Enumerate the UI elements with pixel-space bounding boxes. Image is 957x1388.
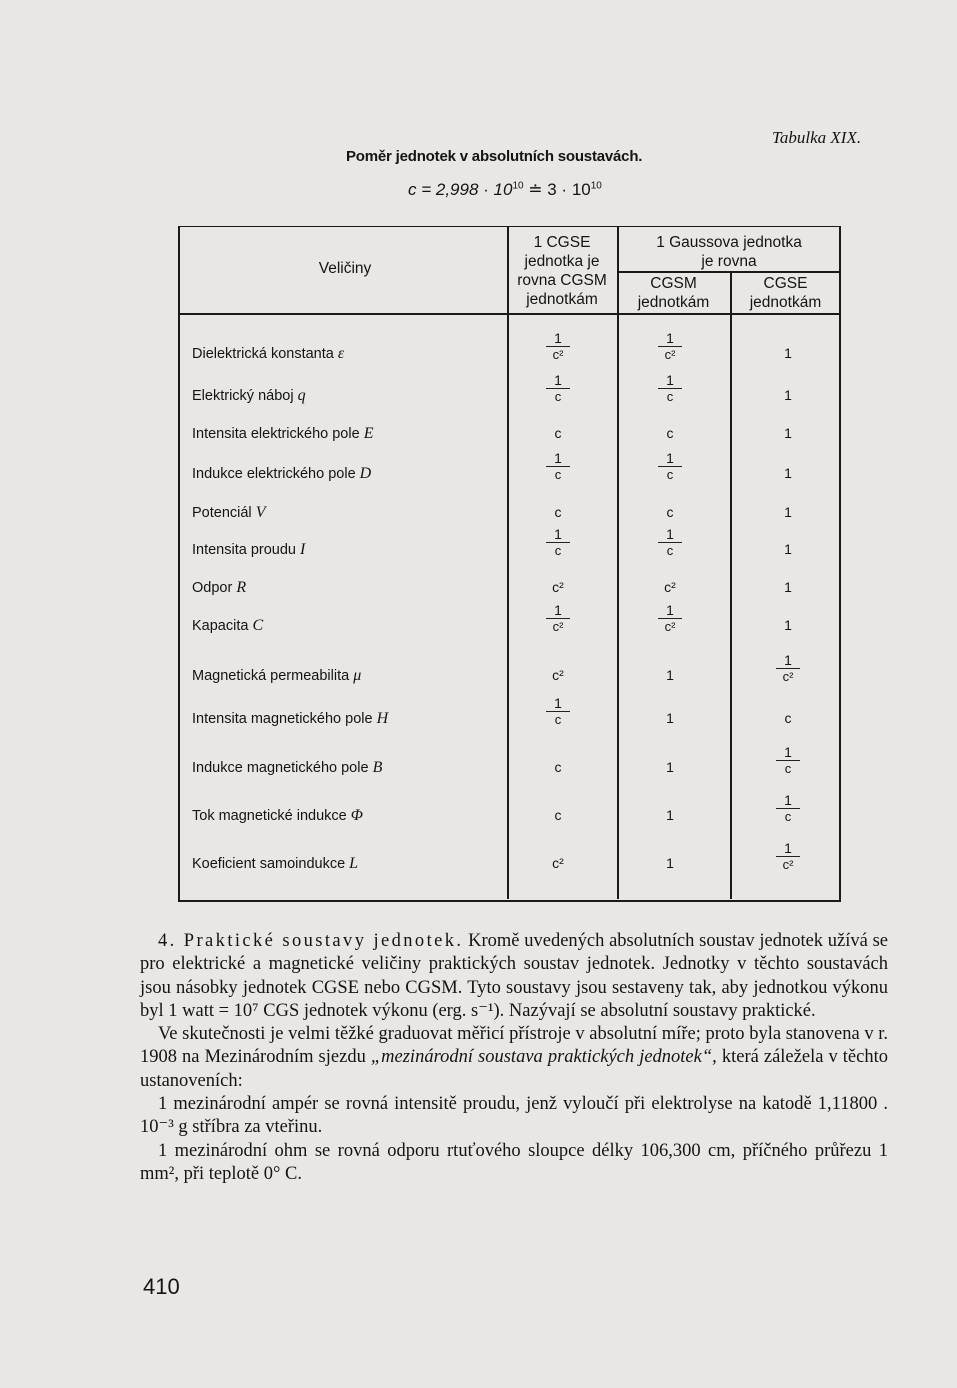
- ratio-cell: 1: [784, 579, 792, 595]
- quantity-label: Intensita elektrického pole: [192, 426, 364, 442]
- ratio-cell: [518, 373, 598, 404]
- fraction: [546, 603, 570, 634]
- fraction-denominator: c: [666, 467, 674, 482]
- ratio-cell: c: [784, 710, 792, 726]
- header-gauss-cgsm: [617, 274, 730, 312]
- fraction-denominator: c²: [552, 619, 564, 634]
- header-quantities: Veličiny: [318, 260, 372, 277]
- fraction-numerator: 1: [776, 793, 800, 809]
- fraction-denominator: c²: [552, 347, 564, 362]
- quantity-name: [192, 617, 263, 635]
- quantity-symbol: L: [349, 855, 359, 872]
- quantity-label: Elektrický náboj: [192, 388, 298, 404]
- quantity-name: [192, 855, 358, 873]
- fraction-denominator: c²: [664, 347, 676, 362]
- fraction: [658, 603, 682, 634]
- quantity-label: Potenciál: [192, 505, 256, 521]
- header-line: CGSM: [650, 275, 697, 292]
- ratio-cell: [518, 603, 598, 634]
- quantity-symbol: D: [359, 465, 372, 482]
- ratio-cell: c²: [552, 855, 564, 871]
- ratio-cell: [748, 745, 828, 776]
- table-label: Tabulka XIX.: [772, 128, 862, 147]
- fraction-denominator: c: [554, 467, 562, 482]
- header-gauss-cgse: [730, 274, 841, 312]
- quantity-name: [192, 579, 246, 597]
- fraction-numerator: 1: [546, 451, 570, 467]
- ratio-cell: c: [666, 425, 674, 441]
- fraction: [546, 373, 570, 404]
- quantity-name: [192, 425, 373, 443]
- fraction-numerator: 1: [546, 603, 570, 619]
- fraction: [658, 331, 682, 362]
- quantity-symbol: E: [363, 425, 374, 442]
- fraction: [776, 793, 800, 824]
- header-line: CGSE: [763, 275, 808, 292]
- quantity-symbol: V: [255, 504, 266, 521]
- ratio-cell: c²: [664, 579, 676, 595]
- ratio-cell: [748, 793, 828, 824]
- ratio-cell: [630, 451, 710, 482]
- fraction-denominator: c²: [782, 857, 794, 872]
- ratio-cell: [630, 603, 710, 634]
- quantity-label: Dielektrická konstanta: [192, 346, 338, 362]
- quantity-name: [192, 345, 344, 363]
- quantity-symbol: ε: [337, 345, 345, 362]
- ratio-cell: 1: [666, 855, 674, 871]
- ratio-cell: 1: [784, 345, 792, 361]
- ratio-cell: [518, 331, 598, 362]
- quantity-label: Koeficient samoindukce: [192, 856, 350, 872]
- ratio-cell: 1: [784, 387, 792, 403]
- header-line: jednotka je: [524, 253, 600, 270]
- ratio-cell: [518, 527, 598, 558]
- ratio-cell: 1: [666, 710, 674, 726]
- ratio-cell: [748, 653, 828, 684]
- fraction-denominator: c: [554, 543, 562, 558]
- header-line: je rovna: [701, 253, 757, 270]
- ratio-cell: 1: [784, 617, 792, 633]
- quantity-label: Magnetická permeabilita: [192, 668, 354, 684]
- ratio-cell: 1: [784, 425, 792, 441]
- ratio-cell: [518, 451, 598, 482]
- fraction: [658, 373, 682, 404]
- paragraph-text: Ve skutečnosti je velmi těžké graduovat měřicí přístroje v absolutní míře; proto byla stanovena v r. 1908 na Mezinárodním sjezdu: [140, 1024, 888, 1068]
- quantity-symbol: R: [236, 579, 247, 596]
- ratio-cell: [518, 696, 598, 727]
- fraction-numerator: 1: [776, 841, 800, 857]
- ratio-cell: [748, 841, 828, 872]
- fraction: [546, 451, 570, 482]
- header-line: jednotkám: [749, 294, 822, 311]
- quantity-label: Intensita magnetického pole: [192, 711, 377, 727]
- header-line: rovna CGSM: [517, 272, 607, 289]
- fraction-denominator: c: [784, 761, 792, 776]
- quantity-symbol: H: [376, 710, 389, 727]
- fraction: [546, 331, 570, 362]
- quantity-name: [192, 465, 371, 483]
- header-cgse-to-cgsm: [507, 233, 617, 309]
- quantity-name: [192, 541, 305, 559]
- ratio-cell: 1: [784, 465, 792, 481]
- ratio-cell: [630, 527, 710, 558]
- paragraph-ohm: 1 mezinárodní ohm se rovná odporu rtuťového sloupce délky 106,300 cm, příčného průřezu 1 mm², při teplotě 0° C.: [140, 1140, 888, 1184]
- quantity-symbol: I: [300, 541, 306, 558]
- ratio-cell: [630, 373, 710, 404]
- quantity-symbol: μ: [353, 667, 362, 684]
- quantity-name: [192, 504, 265, 522]
- fraction-denominator: c: [784, 809, 792, 824]
- fraction-numerator: 1: [776, 653, 800, 669]
- fraction-denominator: c²: [782, 669, 794, 684]
- section-heading: 4. Praktické soustavy jednotek.: [158, 931, 464, 951]
- ratio-cell: [630, 331, 710, 362]
- table-title: Poměr jednotek v absolutních soustavách.: [346, 148, 643, 165]
- formula-exponent: 10: [590, 180, 602, 192]
- fraction-denominator: c: [554, 389, 562, 404]
- quantity-label: Kapacita: [192, 618, 253, 634]
- ratio-cell: c²: [552, 667, 564, 683]
- ratio-cell: 1: [784, 504, 792, 520]
- fraction: [546, 527, 570, 558]
- fraction-numerator: 1: [546, 373, 570, 389]
- ratio-cell: 1: [666, 667, 674, 683]
- header-line: 1 CGSE: [533, 234, 591, 251]
- italic-phrase: „mezinárodní soustava praktických jednotek“: [370, 1047, 713, 1068]
- quantity-symbol: Φ: [350, 807, 363, 824]
- header-line: 1 Gaussova jednotka: [656, 234, 802, 251]
- quantity-symbol: B: [372, 759, 383, 776]
- ratio-cell: 1: [666, 759, 674, 775]
- header-bottom-rule: [180, 313, 841, 315]
- fraction-denominator: c²: [664, 619, 676, 634]
- quantity-label: Intensita proudu: [192, 542, 301, 558]
- fraction-denominator: c: [666, 389, 674, 404]
- ratio-cell: 1: [784, 541, 792, 557]
- page-number: 410: [143, 1274, 180, 1299]
- fraction: [658, 451, 682, 482]
- fraction-numerator: 1: [546, 696, 570, 712]
- paragraph-text: , která záležela v těchto ustanoveních:: [140, 1047, 888, 1091]
- fraction-numerator: 1: [546, 331, 570, 347]
- units-ratio-table: [178, 226, 841, 902]
- ratio-cell: 1: [666, 807, 674, 823]
- ratio-cell: c: [666, 504, 674, 520]
- fraction: [776, 841, 800, 872]
- header-subdivider: [617, 271, 841, 273]
- ratio-cell: c: [554, 504, 562, 520]
- header-line: jednotkám: [526, 291, 598, 308]
- paragraph-international-system: [140, 1023, 888, 1093]
- fraction: [546, 696, 570, 727]
- fraction: [658, 527, 682, 558]
- header-gauss: [617, 233, 841, 271]
- paragraph-practical-systems: [140, 930, 888, 1023]
- quantity-label: Tok magnetické indukce: [192, 808, 351, 824]
- fraction-denominator: c: [554, 712, 562, 727]
- fraction: [776, 653, 800, 684]
- quantity-name: [192, 387, 306, 405]
- speed-of-light-formula: [408, 180, 602, 200]
- quantity-symbol: q: [297, 387, 306, 404]
- fraction-numerator: 1: [658, 451, 682, 467]
- ratio-cell: c: [554, 807, 562, 823]
- quantity-name: [192, 710, 388, 728]
- column-divider: [617, 227, 619, 899]
- formula-part: ≐ 3 · 10: [523, 180, 591, 199]
- column-divider: [507, 227, 509, 899]
- quantity-name: [192, 759, 382, 777]
- quantity-name: [192, 667, 361, 685]
- quantity-label: Odpor: [192, 580, 237, 596]
- fraction-numerator: 1: [776, 745, 800, 761]
- fraction-numerator: 1: [658, 603, 682, 619]
- quantity-label: Indukce magnetického pole: [192, 760, 373, 776]
- formula-part: c = 2,998 · 10: [408, 180, 513, 199]
- main-text: [140, 930, 888, 1186]
- fraction-denominator: c: [666, 543, 674, 558]
- quantity-symbol: C: [252, 617, 264, 634]
- fraction-numerator: 1: [546, 527, 570, 543]
- quantity-label: Indukce elektrického pole: [192, 466, 360, 482]
- fraction: [776, 745, 800, 776]
- column-divider: [730, 271, 732, 899]
- header-line: jednotkám: [637, 294, 710, 311]
- formula-exponent: 10: [512, 180, 524, 192]
- paragraph-text: Kromě uvedených absolutních soustav jednotek užívá se pro elektrické a magnetické veličiny praktických soustav jednotek. Jednotky v těchto soustavách jsou násobky jednotek CGSE nebo CGSM. Tyto soustavy jsou sestaveny tak, aby jednotkou výkonu byl 1 watt = 10⁷ CGS jednotek výkonu (erg. s⁻¹). Nazývají se absolutní soustavy praktické.: [140, 931, 888, 1021]
- ratio-cell: c: [554, 759, 562, 775]
- ratio-cell: c: [554, 425, 562, 441]
- paragraph-ampere: 1 mezinárodní ampér se rovná intensitě proudu, jenž vyloučí při elektrolyse na katodě 1,11800 . 10⁻³ g stříbra za vteřinu.: [140, 1094, 888, 1138]
- ratio-cell: c²: [552, 579, 564, 595]
- fraction-numerator: 1: [658, 373, 682, 389]
- quantity-name: [192, 807, 363, 825]
- fraction-numerator: 1: [658, 331, 682, 347]
- fraction-numerator: 1: [658, 527, 682, 543]
